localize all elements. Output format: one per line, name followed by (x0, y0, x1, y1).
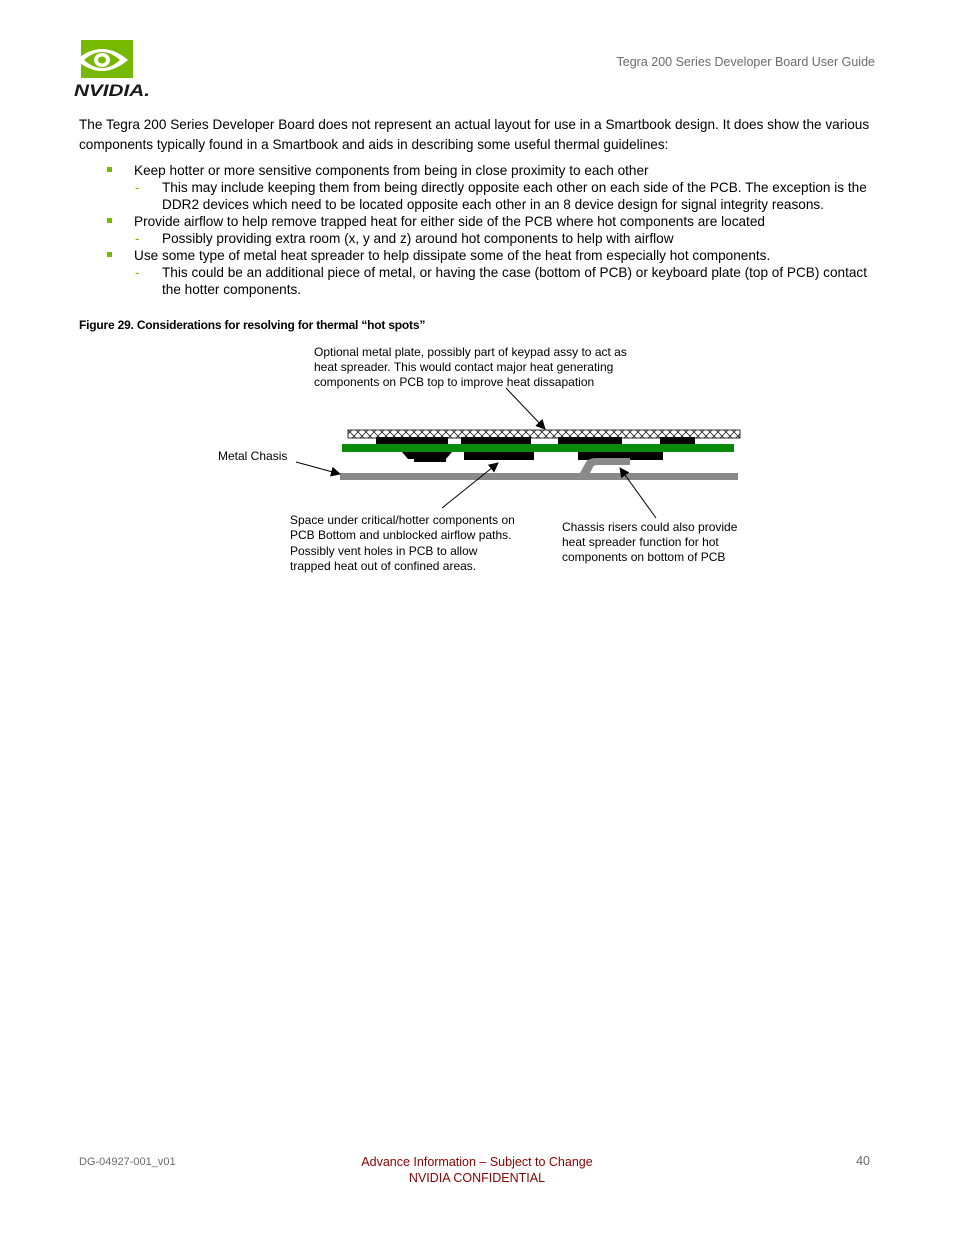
bullet-square-icon (107, 167, 112, 172)
bullet-square-icon (107, 252, 112, 257)
bottom-component (414, 452, 446, 462)
confidential-notice: Advance Information – Subject to Change NVIDIA CONFIDENTIAL (361, 1155, 593, 1185)
dash-bullet-icon: - (135, 180, 140, 195)
bullet-square-icon (107, 218, 112, 223)
metal-plate (348, 430, 740, 438)
top-component (558, 437, 622, 444)
guideline-subitem: - This could be an additional piece of metal, or having the case (bottom of PCB) or keyboard plate (top of PCB) contact the hotter components. (135, 265, 867, 297)
top-component (376, 437, 448, 444)
guideline-item: Provide airflow to help remove trapped heat for either side of the PCB where hot components are located (79, 213, 879, 230)
bottom-component (464, 452, 534, 460)
guideline-item: Keep hotter or more sensitive components from being in close proximity to each other (79, 162, 879, 179)
chassis-arrow (296, 462, 340, 474)
pcb-board (342, 444, 734, 452)
metal-plate-label: Optional metal plate, possibly part of keypad assy to act as heat spreader. This would contact major heat generating components on PCB top to improve heat dissapation (314, 345, 627, 389)
chassis-risers-label: Chassis risers could also provide heat spreader function for hot components on bottom of PCB (562, 520, 738, 564)
guideline-item: Use some type of metal heat spreader to help dissipate some of the heat from especially hot components. (79, 247, 879, 264)
page-number: 40 (856, 1154, 870, 1168)
document-id: DG-04927-001_v01 (79, 1156, 176, 1168)
logo-wordmark: NVIDIA. (74, 81, 150, 100)
metal-chassis-label: Metal Chasis (218, 449, 288, 463)
figure-caption: Figure 29. Considerations for resolving for thermal “hot spots” (79, 318, 426, 332)
guideline-subitem: - This may include keeping them from being directly opposite each other on each side of the PCB. The exception is the DDR2 devices which need to be located opposite each other in an 8 device design for signal integrity reasons. (135, 180, 867, 212)
intro-paragraph: The Tegra 200 Series Developer Board does not represent an actual layout for use in a Smartbook design. It does show the various components typically found in a Smartbook and aids in describing some useful thermal guidelines: (79, 117, 870, 152)
plate-arrow (506, 388, 545, 429)
metal-chassis (340, 473, 738, 480)
thermal-diagram (210, 340, 750, 580)
dash-bullet-icon: - (135, 231, 140, 246)
guideline-list (79, 162, 879, 298)
top-component (660, 437, 695, 444)
space-arrow (442, 463, 498, 508)
document-title: Tegra 200 Series Developer Board User Guide (616, 55, 875, 69)
nvidia-logo (72, 38, 152, 100)
dash-bullet-icon: - (135, 265, 140, 280)
guideline-subitem: - Possibly providing extra room (x, y and z) around hot components to help with airflow (135, 231, 674, 246)
airflow-space-label: Space under critical/hotter components on PCB Bottom and unblocked airflow paths. Possibly vent holes in PCB to allow trapped heat out of confined areas. (290, 513, 515, 573)
top-component (461, 437, 531, 444)
